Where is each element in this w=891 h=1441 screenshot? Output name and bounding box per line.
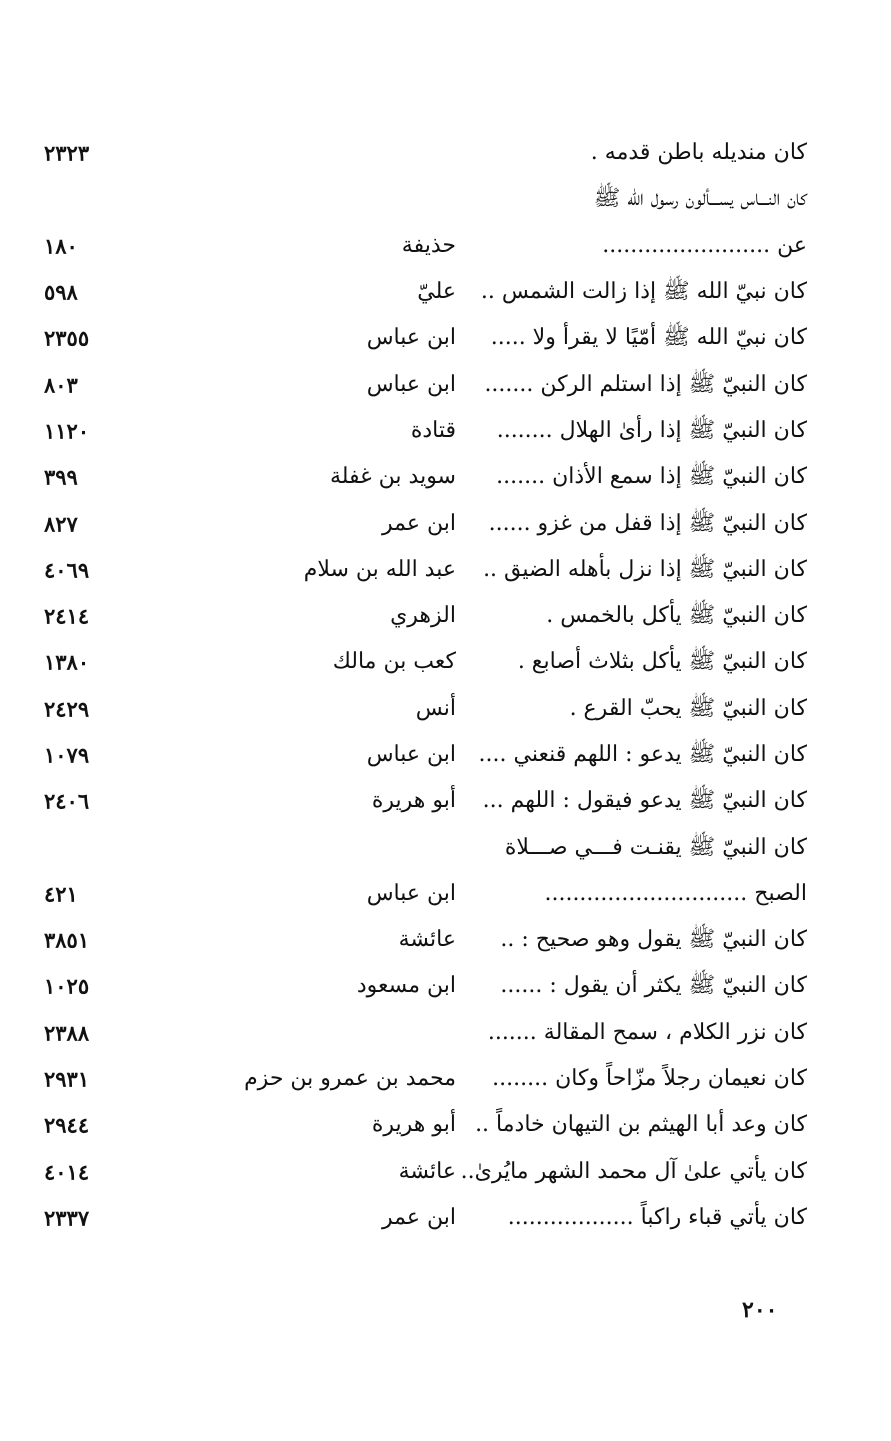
narrator-name: سويد بن غفلة (329, 464, 456, 490)
hadith-number: ٢٣٨٨ (44, 1020, 90, 1046)
index-row (0, 500, 891, 546)
index-row (0, 361, 891, 407)
hadith-number: ٢٤٠٦ (44, 788, 90, 814)
hadith-text: الصبح ............................. (544, 880, 807, 906)
index-row (0, 408, 891, 454)
narrator-name: قتادة (410, 417, 456, 443)
hadith-text: كان النبيّ ﷺ إذا سمع الأذان ....... (496, 464, 807, 490)
narrator-name: ابن عمر (382, 510, 456, 536)
index-row (0, 963, 891, 1009)
narrator-name: حذيفة (401, 232, 456, 258)
hadith-number: ١٣٨٠ (44, 649, 90, 675)
hadith-text: كان النبيّ ﷺ إذا قفل من غزو ...... (488, 510, 807, 536)
index-row (0, 917, 891, 963)
hadith-number: ٢٤٢٩ (44, 696, 90, 722)
narrator-name: محمد بن عمرو بن حزم (244, 1066, 456, 1092)
hadith-number: ٨٠٣ (44, 372, 78, 398)
hadith-text: كان النبيّ ﷺ يدعو فيقول : اللهم ... (482, 788, 807, 814)
narrator-name: عائشة (398, 927, 456, 953)
narrator-name: أبو هريرة (371, 1112, 456, 1138)
index-row (0, 1102, 891, 1148)
hadith-text: كان نعيمان رجلاً مزّاحاً وكان ........ (492, 1066, 807, 1092)
index-row (0, 1195, 891, 1241)
index-row (0, 824, 891, 870)
hadith-number: ١١٢٠ (44, 418, 90, 444)
hadith-number: ٢٩٣١ (44, 1066, 90, 1092)
hadith-number: ٢٣٣٧ (44, 1205, 90, 1231)
index-row (0, 130, 891, 176)
hadith-text: كان النبيّ ﷺ إذا نزل بأهله الضيق .. (483, 556, 807, 582)
hadith-text: كان النبيّ ﷺ إذا رأىٰ الهلال ........ (496, 417, 807, 443)
index-row (0, 871, 891, 917)
narrator-name: عائشة (398, 1158, 456, 1184)
hadith-text: كان نبيّ الله ﷺ إذا زالت الشمس .. (480, 279, 807, 305)
hadith-number: ١٨٠ (44, 233, 78, 259)
index-row (0, 686, 891, 732)
hadith-number: ٢٣٥٥ (44, 325, 90, 351)
hadith-number: ٤٢١ (44, 881, 78, 907)
hadith-text: كان النبيّ ﷺ يقول وهو صحيح : .. (500, 927, 807, 953)
hadith-number: ٣٨٥١ (44, 927, 90, 953)
narrator-name: ابن عمر (382, 1204, 456, 1230)
hadith-text: كان يأتي علىٰ آل محمد الشهر مايُرىٰ.. (460, 1158, 807, 1184)
hadith-number: ٨٢٧ (44, 511, 78, 537)
narrator-name: ابن مسعود (356, 973, 456, 999)
hadith-number: ٢٤١٤ (44, 603, 90, 629)
narrator-name: ابن عباس (366, 742, 456, 767)
narrator-name: عبد الله بن سلام (303, 556, 456, 582)
hadith-text: كان نزر الكلام ، سمح المقالة ....... (487, 1019, 807, 1045)
index-row (0, 593, 891, 639)
hadith-text: كان النبيّ ﷺ يأكل بثلاث أصابع . (517, 649, 807, 675)
index-row (0, 223, 891, 269)
narrator-name: أنس (415, 695, 456, 721)
hadith-number: ٤٠٦٩ (44, 557, 90, 583)
narrator-name: الزهري (390, 603, 456, 629)
index-row (0, 315, 891, 361)
hadith-number: ٢٣٢٣ (44, 140, 90, 166)
index-row (0, 732, 891, 778)
index-row (0, 547, 891, 593)
index-row (0, 1010, 891, 1056)
index-row (0, 778, 891, 824)
narrator-name: عليّ (417, 279, 456, 305)
page-number: ٢٠٠ (742, 1297, 778, 1323)
hadith-text: كان نبيّ الله ﷺ أمّيًا لا يقرأ ولا ..... (490, 325, 807, 351)
index-row (0, 269, 891, 315)
hadith-text: كان النبيّ ﷺ يدعو : اللهم قنعني .... (478, 742, 807, 767)
narrator-name: ابن عباس (366, 371, 456, 397)
hadith-text: كان النـــاس يســـألون رسول الله ﷺ (593, 186, 807, 212)
hadith-text: عن ........................ (602, 232, 807, 258)
hadith-number: ٢٩٤٤ (44, 1112, 90, 1138)
hadith-number: ١٠٧٩ (44, 742, 90, 768)
hadith-number: ٤٠١٤ (44, 1159, 90, 1185)
hadith-text: كان النبيّ ﷺ إذا استلم الركن ....... (484, 371, 807, 397)
hadith-number: ٣٩٩ (44, 464, 78, 490)
hadith-text: كان النبيّ ﷺ يحبّ القرع . (569, 695, 807, 721)
index-row (0, 1149, 891, 1195)
hadith-text: كان يأتي قباء راكباً .................. (507, 1204, 807, 1230)
narrator-name: أبو هريرة (371, 788, 456, 814)
narrator-name: كعب بن مالك (332, 649, 456, 675)
hadith-text: كان وعد أبا الهيثم بن التيهان خادماً .. (475, 1112, 807, 1138)
index-row (0, 639, 891, 685)
hadith-index-list (0, 130, 891, 1241)
hadith-text: كان النبيّ ﷺ يقنـت فـــي صـــلاة (504, 834, 807, 860)
hadith-text: كان النبيّ ﷺ يكثر أن يقول : ...... (500, 973, 807, 999)
index-row (0, 454, 891, 500)
index-row (0, 176, 891, 222)
narrator-name: ابن عباس (366, 325, 456, 351)
narrator-name: ابن عباس (366, 880, 456, 906)
hadith-text: كان النبيّ ﷺ يأكل بالخمس . (546, 603, 807, 629)
hadith-number: ١٠٢٥ (44, 973, 90, 999)
index-row (0, 1056, 891, 1102)
hadith-text: كان منديله باطن قدمه . (590, 140, 807, 166)
hadith-number: ٥٩٨ (44, 279, 78, 305)
